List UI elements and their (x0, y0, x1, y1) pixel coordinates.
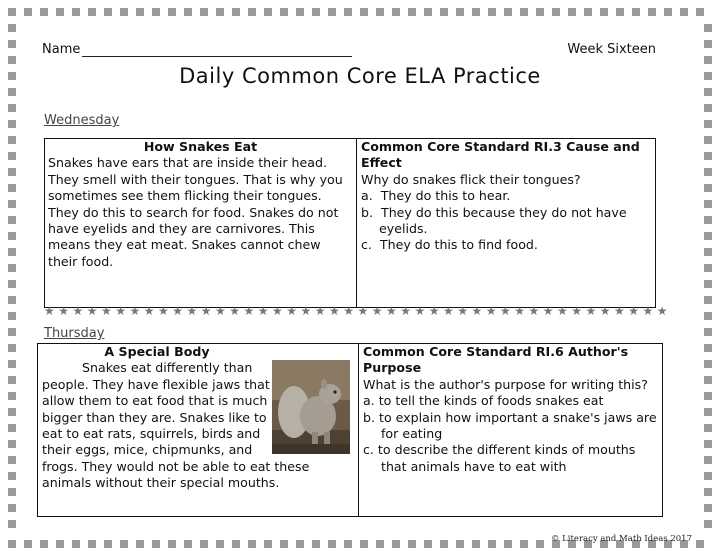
border-square (704, 312, 712, 320)
border-square (344, 540, 352, 548)
border-square (8, 232, 16, 240)
border-square (264, 8, 272, 16)
star-icon: ★ (542, 304, 554, 318)
border-square (104, 540, 112, 548)
star-icon: ★ (286, 304, 298, 318)
star-icon: ★ (143, 304, 155, 318)
name-label: Name (42, 42, 81, 57)
border-square (40, 540, 48, 548)
wednesday-question-cell (361, 139, 653, 307)
star-icon: ★ (500, 304, 511, 318)
border-square (704, 200, 712, 208)
star-icon: ★ (72, 304, 84, 318)
star-icon: ★ (457, 304, 469, 318)
border-square (8, 168, 16, 176)
wednesday-passage-title: How Snakes Eat (143, 139, 258, 154)
border-square (248, 540, 256, 548)
star-icon: ★ (186, 304, 198, 318)
border-square (40, 8, 48, 16)
border-square (8, 540, 16, 548)
border-square (488, 540, 496, 548)
border-square (8, 488, 16, 496)
border-square (344, 8, 352, 16)
wednesday-option-a[interactable]: a. They do this to hear. (361, 188, 511, 204)
border-square (184, 540, 192, 548)
thursday-box (37, 343, 663, 517)
border-square (8, 120, 16, 128)
star-icon: ★ (58, 304, 70, 318)
star-icon: ★ (656, 304, 668, 318)
border-square (704, 184, 712, 192)
border-square (8, 392, 16, 400)
border-square (24, 8, 32, 16)
border-square (232, 8, 240, 16)
border-square (232, 540, 240, 548)
border-square (8, 312, 16, 320)
star-icon: ★ (272, 304, 283, 318)
wednesday-box (44, 138, 656, 308)
star-icon: ★ (443, 304, 454, 318)
border-square (704, 120, 712, 128)
thursday-label: Thursday (44, 326, 105, 341)
star-icon: ★ (585, 304, 597, 318)
border-square (440, 8, 448, 16)
star-icon: ★ (485, 304, 497, 318)
border-square (296, 540, 304, 548)
border-square (648, 8, 656, 16)
star-icon: ★ (257, 304, 269, 318)
border-square (552, 8, 560, 16)
star-icon: ★ (599, 304, 611, 318)
border-square (520, 8, 528, 16)
star-icon: ★ (158, 304, 169, 318)
border-square (704, 216, 712, 224)
border-square (8, 456, 16, 464)
border-square (24, 540, 32, 548)
border-square (456, 8, 464, 16)
star-icon: ★ (557, 304, 568, 318)
border-square (704, 88, 712, 96)
border-square (72, 540, 80, 548)
border-square (8, 472, 16, 480)
star-icon: ★ (386, 304, 397, 318)
thursday-option-c[interactable]: c. to describe the different kinds of mouths that animals have to eat with (363, 442, 636, 474)
border-square (600, 8, 608, 16)
border-square (704, 280, 712, 288)
squirrel-photo (272, 360, 350, 454)
border-square (88, 8, 96, 16)
border-square (680, 8, 688, 16)
border-square (216, 540, 224, 548)
border-square (168, 540, 176, 548)
border-square (456, 540, 464, 548)
border-square (88, 540, 96, 548)
border-square (280, 8, 288, 16)
border-square (536, 8, 544, 16)
border-square (704, 248, 712, 256)
star-icon: ★ (329, 304, 340, 318)
star-icon: ★ (243, 304, 255, 318)
border-square (8, 8, 16, 16)
wednesday-standard: Common Core Standard RI.3 Cause and Effect (361, 139, 640, 171)
border-square (216, 8, 224, 16)
border-square (8, 200, 16, 208)
border-square (120, 540, 128, 548)
star-icon: ★ (343, 304, 355, 318)
star-icon: ★ (172, 304, 184, 318)
border-square (704, 328, 712, 336)
thursday-option-a[interactable]: a. to tell the kinds of foods snakes eat (363, 393, 604, 409)
border-square (152, 540, 160, 548)
border-square (520, 540, 528, 548)
star-icon: ★ (571, 304, 583, 318)
border-square (440, 540, 448, 548)
border-square (472, 8, 480, 16)
border-square (472, 540, 480, 548)
star-icon: ★ (400, 304, 412, 318)
border-square (632, 8, 640, 16)
border-square (392, 540, 400, 548)
star-icon: ★ (300, 304, 312, 318)
border-square (704, 408, 712, 416)
border-square (8, 152, 16, 160)
border-square (296, 8, 304, 16)
border-square (704, 376, 712, 384)
border-square (56, 8, 64, 16)
wednesday-question: Why do snakes flick their tongues? (361, 171, 581, 187)
star-icon: ★ (628, 304, 640, 318)
border-square (704, 136, 712, 144)
border-square (696, 8, 704, 16)
thursday-divider (358, 344, 359, 516)
border-square (8, 376, 16, 384)
border-square (8, 184, 16, 192)
week-label: Week Sixteen (567, 42, 656, 57)
thursday-passage-body: Snakes eat differently than people. They have flexible jaws that allow them to eat food that is much bigger than they are. Snakes like to eat to eat rats, squirrels, birds and their eggs, mice, chipmunks, and frogs. They would not be able to eat these animals without their special mouths. (42, 360, 310, 491)
border-square (704, 488, 712, 496)
border-square (616, 8, 624, 16)
border-square (328, 540, 336, 548)
border-square (584, 8, 592, 16)
border-square (376, 540, 384, 548)
border-square (120, 8, 128, 16)
star-icon: ★ (101, 304, 112, 318)
star-icon: ★ (115, 304, 127, 318)
name-blank-line[interactable] (82, 42, 352, 57)
border-square (488, 8, 496, 16)
border-square (72, 8, 80, 16)
border-square (504, 540, 512, 548)
border-square (8, 328, 16, 336)
wednesday-divider (356, 139, 357, 307)
border-square (704, 296, 712, 304)
border-square (312, 540, 320, 548)
thursday-passage-title: A Special Body (104, 344, 210, 359)
border-square (104, 8, 112, 16)
border-square (696, 540, 704, 548)
border-square (704, 24, 712, 32)
border-square (8, 424, 16, 432)
border-square (704, 440, 712, 448)
border-square (536, 540, 544, 548)
border-square (704, 232, 712, 240)
star-icon: ★ (129, 304, 141, 318)
star-icon: ★ (642, 304, 654, 318)
star-icon: ★ (428, 304, 440, 318)
border-square (152, 8, 160, 16)
border-square (704, 520, 712, 528)
star-icon: ★ (215, 304, 226, 318)
border-square (360, 540, 368, 548)
thursday-question: What is the author's purpose for writing this? (363, 376, 648, 392)
star-icon: ★ (471, 304, 483, 318)
border-square (56, 540, 64, 548)
border-square (8, 408, 16, 416)
star-icon: ★ (86, 304, 98, 318)
border-square (408, 8, 416, 16)
thursday-standard: Common Core Standard RI.6 Author's Purpose (363, 344, 629, 376)
star-icon: ★ (200, 304, 212, 318)
border-square (264, 540, 272, 548)
border-square (424, 540, 432, 548)
border-square (568, 8, 576, 16)
border-square (280, 540, 288, 548)
border-square (8, 280, 16, 288)
border-square (200, 8, 208, 16)
thursday-question-cell (363, 344, 659, 516)
border-square (8, 104, 16, 112)
border-square (376, 8, 384, 16)
border-square (8, 24, 16, 32)
border-square (704, 56, 712, 64)
border-square (504, 8, 512, 16)
star-divider-row (44, 304, 668, 318)
star-icon: ★ (371, 304, 383, 318)
border-square (704, 168, 712, 176)
border-square (8, 504, 16, 512)
border-square (704, 104, 712, 112)
border-square (704, 360, 712, 368)
copyright-text: © Literacy and Math Ideas 2017 (550, 534, 692, 544)
border-square (8, 248, 16, 256)
border-square (8, 360, 16, 368)
star-icon: ★ (528, 304, 540, 318)
page-title: Daily Common Core ELA Practice (179, 64, 541, 88)
border-square (704, 456, 712, 464)
wednesday-passage-text: Snakes have ears that are inside their head. They smell with their tongues. That is why you sometimes see them flicking their tongues. They do this to search for food. Snakes do not have eyelids and they are carnivores. This means they eat meat. Snakes cannot chew their food. (48, 155, 343, 269)
border-square (328, 8, 336, 16)
star-icon: ★ (414, 304, 426, 318)
border-square (312, 8, 320, 16)
border-square (8, 264, 16, 272)
star-icon: ★ (614, 304, 625, 318)
border-square (408, 540, 416, 548)
border-square (704, 344, 712, 352)
wednesday-option-c[interactable]: c. They do this to find food. (361, 237, 538, 253)
border-square (704, 40, 712, 48)
star-icon: ★ (514, 304, 526, 318)
border-square (136, 8, 144, 16)
star-icon: ★ (314, 304, 326, 318)
border-square (168, 8, 176, 16)
border-square (704, 472, 712, 480)
border-square (424, 8, 432, 16)
thursday-option-b[interactable]: b. to explain how important a snake's jaws are for eating (363, 409, 657, 442)
border-square (8, 40, 16, 48)
border-square (704, 504, 712, 512)
border-square (8, 344, 16, 352)
border-square (136, 540, 144, 548)
wednesday-label: Wednesday (44, 113, 120, 128)
border-square (248, 8, 256, 16)
border-square (664, 8, 672, 16)
name-field[interactable] (42, 42, 352, 57)
border-square (8, 136, 16, 144)
border-square (704, 424, 712, 432)
border-square (8, 296, 16, 304)
border-square (392, 8, 400, 16)
border-square (704, 264, 712, 272)
border-square (8, 56, 16, 64)
border-square (200, 540, 208, 548)
star-icon: ★ (44, 304, 55, 318)
star-icon: ★ (357, 304, 369, 318)
wednesday-passage-cell (48, 139, 353, 307)
border-square (704, 392, 712, 400)
border-square (704, 152, 712, 160)
border-square (8, 520, 16, 528)
border-square (8, 440, 16, 448)
wednesday-option-b[interactable]: b. They do this because they do not have eyelids. (361, 204, 627, 237)
border-square (8, 88, 16, 96)
border-square (360, 8, 368, 16)
star-icon: ★ (229, 304, 241, 318)
border-square (184, 8, 192, 16)
border-square (8, 216, 16, 224)
